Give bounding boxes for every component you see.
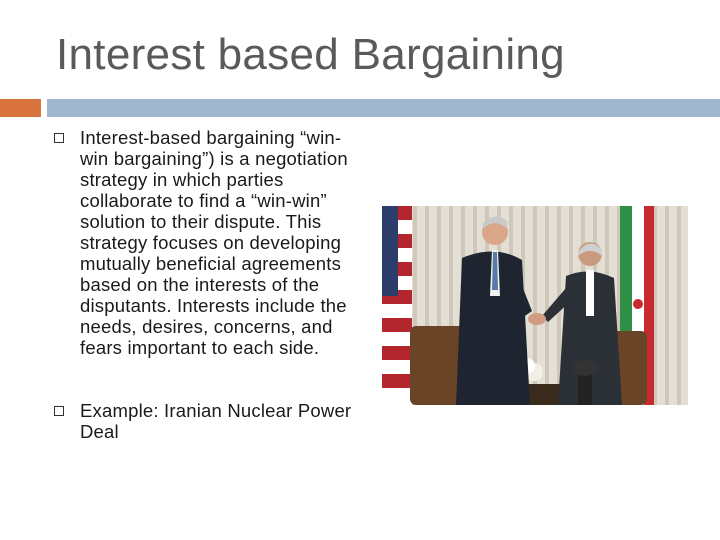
header-rule-accent [0, 99, 41, 117]
bullet-text: Example: Iranian Nuclear Power Deal [80, 400, 352, 442]
handshake-photo [382, 206, 688, 405]
square-bullet-icon [54, 406, 64, 416]
bullet-text: Interest-based bargaining “win-win bargaining”) is a negotiation strategy in which parties collaborate to find a “win-win” solution to their dispute. This strategy focuses on developing mutually beneficial agreements based on the interests of the disputants. Interests include the needs, desires, concerns, and fears important to each side. [80, 127, 348, 358]
bullet-list [52, 127, 362, 442]
photo-illustration [382, 206, 688, 405]
bullet-item-example [52, 400, 362, 442]
bullet-item-definition [52, 127, 362, 358]
square-bullet-icon [54, 133, 64, 143]
header-rule-bar [47, 99, 720, 117]
us-flag [382, 206, 412, 405]
slide-title: Interest based Bargaining [56, 30, 565, 79]
